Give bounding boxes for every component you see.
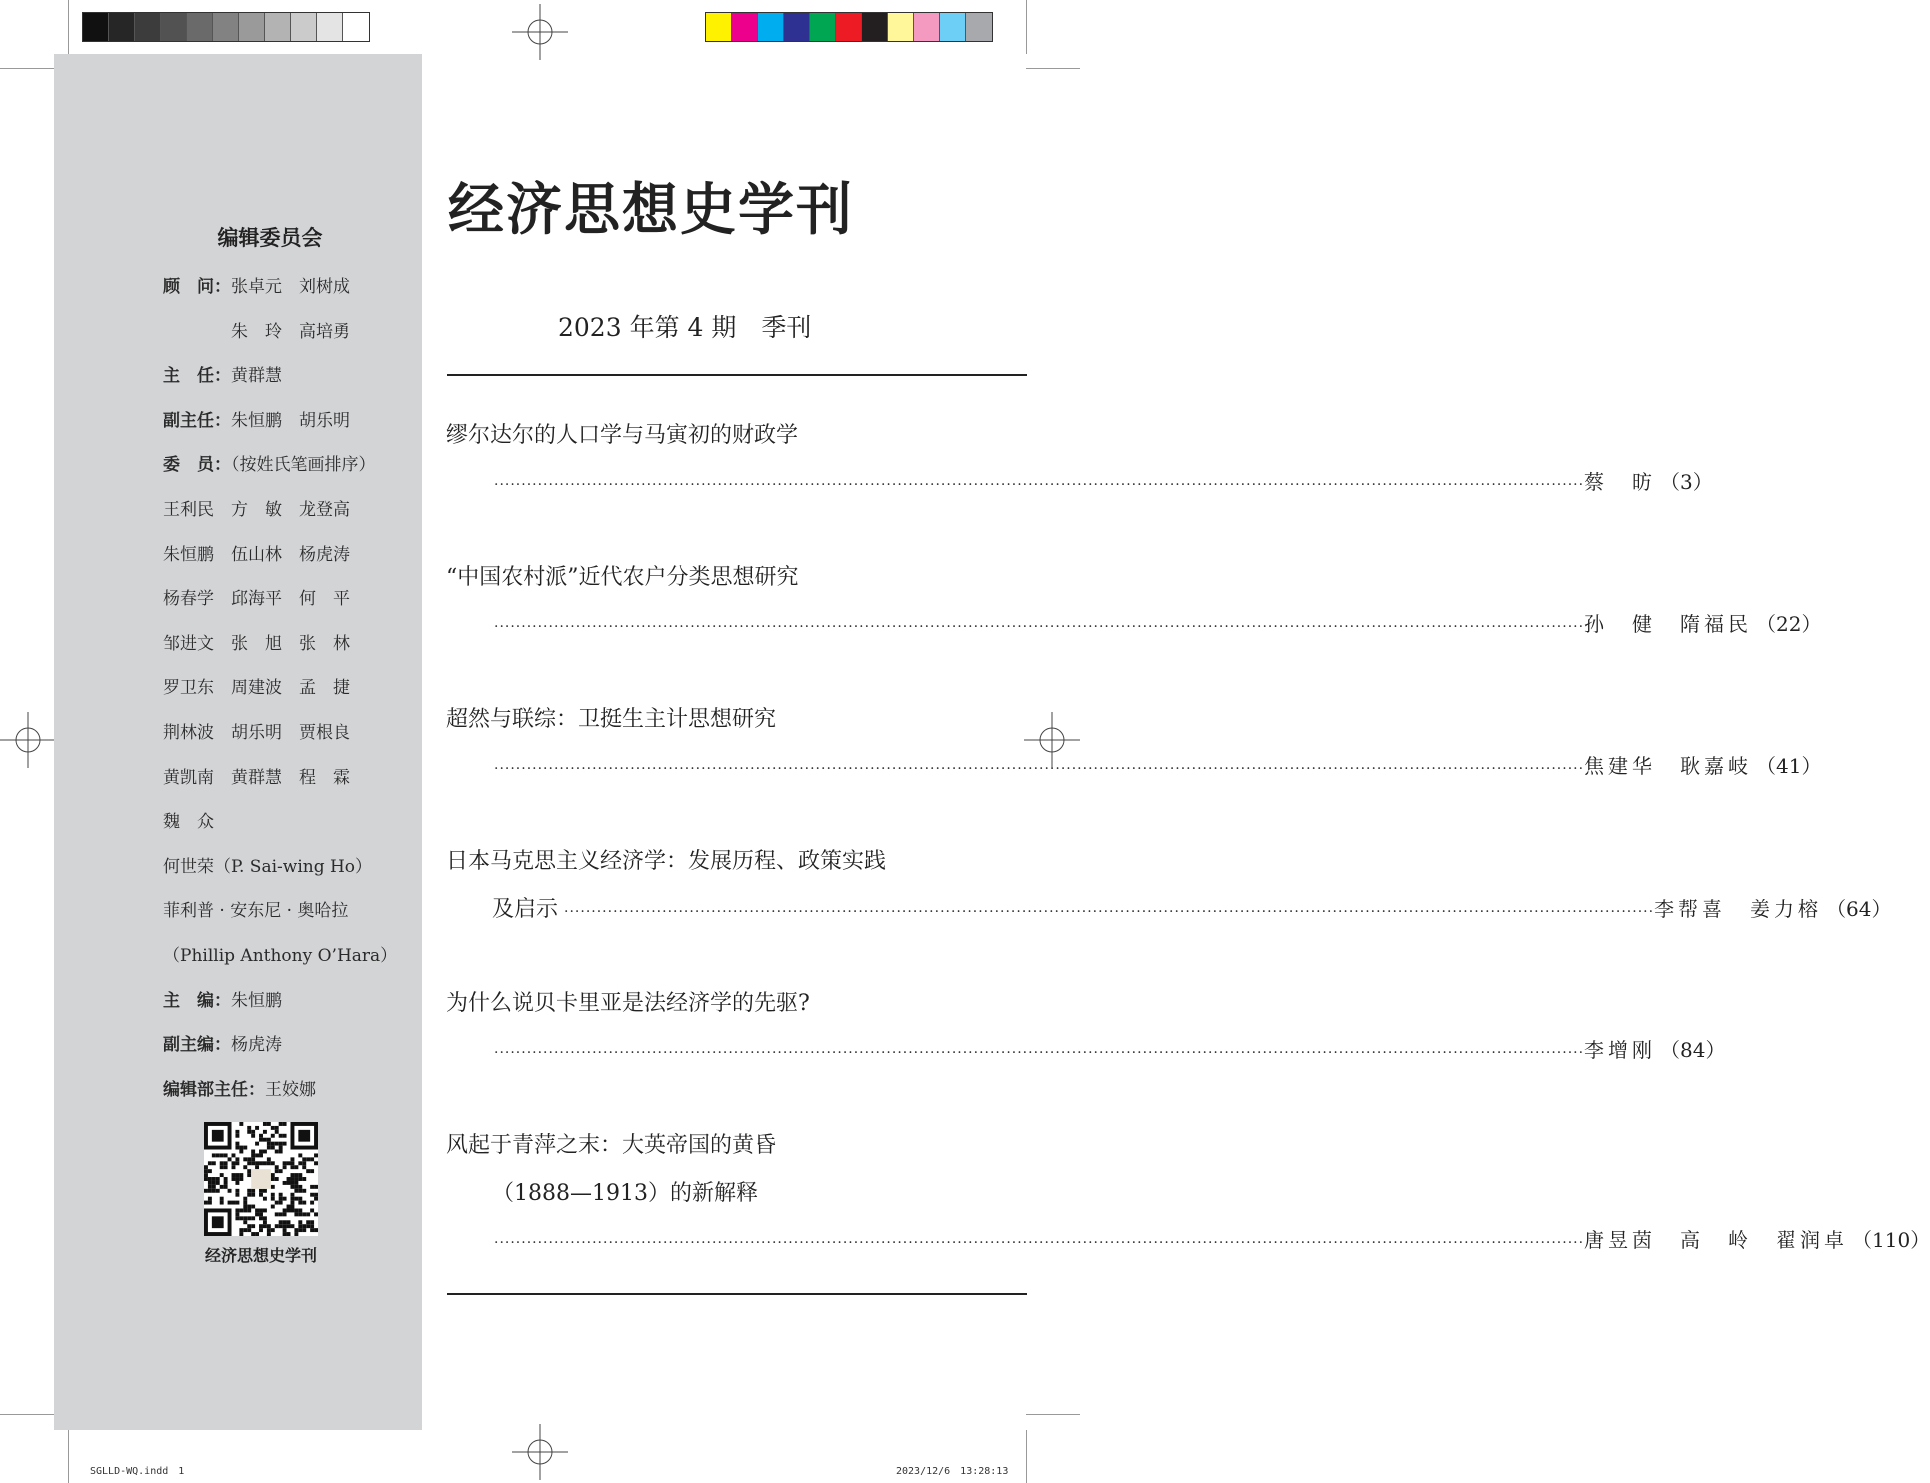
article-page-number: （22） [1756, 612, 1822, 636]
color-swatch [784, 13, 810, 41]
color-swatch [758, 13, 784, 41]
leader-dots: ········································································································································································································ [494, 619, 1585, 635]
article-authors: 焦建华 耿嘉岐 [1584, 754, 1753, 778]
board-line [163, 495, 350, 520]
leader-dots: ········································································································································································································ [494, 1045, 1585, 1061]
color-swatch [836, 13, 862, 41]
article-title: 超然与联综：卫挺生主计思想研究 [446, 707, 777, 732]
qr-caption: 经济思想史学刊 [204, 1246, 317, 1265]
gray-calibration-bar [82, 12, 370, 42]
board-member-names: （按姓氏笔画排序） [231, 455, 376, 476]
top-rule [447, 374, 1027, 376]
board-member-names: 黄凯南 黄群慧 程 霖 [163, 767, 350, 788]
board-role-label: 顾 问： [163, 277, 231, 297]
editorial-board-title: 编辑委员会 [217, 226, 323, 250]
leader-dots: ········································································································································································································ [494, 761, 1585, 777]
article-byline [494, 1034, 1726, 1063]
color-swatch [888, 13, 914, 41]
board-member-names: 杨虎涛 [231, 1035, 282, 1056]
board-member-names: 黄群慧 [231, 366, 282, 387]
gray-swatch [265, 13, 291, 41]
board-member-names: 罗卫东 周建波 孟 捷 [163, 678, 350, 699]
board-line [163, 540, 350, 565]
board-member-names: 菲利普 · 安东尼 · 奥哈拉 [163, 901, 349, 922]
crop-mark [1026, 0, 1027, 54]
board-line [163, 629, 350, 654]
board-line [163, 584, 350, 609]
gray-swatch [239, 13, 265, 41]
board-role-label: 副主编： [163, 1035, 231, 1056]
color-swatch [914, 13, 940, 41]
board-role-label: 主 任： [163, 366, 231, 387]
board-line [163, 718, 350, 743]
article-title: 缪尔达尔的人口学与马寅初的财政学 [446, 423, 799, 448]
board-member-names: 何世荣（P. Sai-wing Ho） [163, 856, 373, 877]
board-line [163, 1075, 316, 1100]
crop-mark [1026, 68, 1080, 69]
board-member-names: 朱恒鹏 伍山林 杨虎涛 [163, 544, 350, 565]
crop-mark [68, 0, 69, 54]
color-calibration-bar [705, 12, 993, 42]
board-member-names: 魏 众 [163, 812, 214, 833]
gray-swatch [213, 13, 239, 41]
gray-swatch [187, 13, 213, 41]
footer-datetime: 2023/12/6 13:28:13 [896, 1466, 1009, 1477]
article-byline [494, 1224, 1930, 1253]
board-line [163, 361, 282, 386]
article-page-number: （84） [1660, 1038, 1726, 1062]
article-title: 风起于青萍之末：大英帝国的黄昏 [446, 1133, 777, 1158]
registration-mark-top [512, 4, 568, 60]
board-line [163, 941, 397, 966]
gray-swatch [343, 13, 369, 41]
board-member-names: 朱恒鹏 [231, 990, 282, 1011]
board-member-names: 王姣娜 [265, 1079, 316, 1100]
article-byline [492, 892, 1892, 923]
board-role-label: 编辑部主任： [163, 1079, 265, 1100]
crop-mark [68, 1430, 69, 1483]
board-line [163, 406, 350, 431]
article-page-number: （41） [1756, 754, 1822, 778]
article-byline [494, 608, 1822, 637]
footer-file-info: SGLLD-WQ.indd 1 [90, 1466, 185, 1477]
crop-mark [0, 68, 54, 69]
leader-dots: ········································································································································································································ [494, 1235, 1585, 1251]
board-line [163, 317, 350, 342]
qr-code-image [204, 1122, 318, 1236]
crop-mark [1026, 1414, 1080, 1415]
article-authors: 唐昱茵 高 岭 翟润卓 [1584, 1228, 1849, 1252]
board-member-names: 张卓元 刘树成 [231, 277, 350, 297]
registration-mark-right [1024, 712, 1080, 768]
qr-code [204, 1122, 318, 1236]
board-line [163, 852, 372, 877]
board-member-names: 荆林波 胡乐明 贾根良 [163, 723, 350, 743]
article-authors: 孙 健 隋福民 [1584, 612, 1753, 636]
board-line [163, 673, 350, 698]
crop-mark [1026, 1430, 1027, 1483]
board-member-names: 邹进文 张 旭 张 林 [163, 633, 350, 654]
board-line [163, 450, 376, 475]
leader-dots: ········································································································································································································ [494, 477, 1585, 493]
gray-swatch [291, 13, 317, 41]
gray-swatch [83, 13, 109, 41]
article-title: “中国农村派”近代农户分类思想研究 [446, 565, 799, 590]
gray-swatch [317, 13, 343, 41]
board-line [163, 896, 348, 921]
article-title: 为什么说贝卡里亚是法经济学的先驱? [446, 991, 810, 1016]
bottom-rule [447, 1293, 1027, 1295]
board-line [163, 272, 350, 297]
article-byline [494, 466, 1713, 495]
board-role-label: 委 员： [163, 455, 231, 476]
article-page-number: （64） [1826, 897, 1892, 921]
article-authors: 李增刚 [1584, 1038, 1657, 1062]
article-authors: 李帮喜 姜力榕 [1654, 897, 1823, 921]
board-role-label: 副主任： [163, 410, 231, 431]
board-line [163, 1030, 282, 1055]
board-member-names: 朱 玲 高培勇 [163, 321, 350, 342]
article-authors: 蔡 昉 [1584, 470, 1657, 494]
article-byline [494, 750, 1822, 779]
color-swatch [810, 13, 836, 41]
article-page-number: （3） [1660, 470, 1713, 494]
article-title: 日本马克思主义经济学：发展历程、政策实践 [446, 849, 887, 874]
leader-dots: ········································································································································································································ [564, 904, 1655, 920]
registration-mark-bottom [512, 1424, 568, 1480]
issue-info: 2023 年第 4 期 季刊 [558, 313, 812, 342]
board-line [163, 763, 350, 788]
color-swatch [966, 13, 992, 41]
board-role-label: 主 编： [163, 990, 231, 1011]
board-line [163, 807, 214, 832]
article-page-number: （110） [1852, 1228, 1930, 1252]
article-title-continuation: 及启示 [492, 897, 559, 922]
color-swatch [732, 13, 758, 41]
gray-swatch [135, 13, 161, 41]
gray-swatch [161, 13, 187, 41]
board-member-names: 杨春学 邱海平 何 平 [163, 589, 350, 610]
board-member-names: （Phillip Anthony O’Hara） [163, 946, 398, 966]
board-member-names: 朱恒鹏 胡乐明 [231, 410, 350, 431]
color-swatch [862, 13, 888, 41]
gray-swatch [109, 13, 135, 41]
article-title: （1888—1913）的新解释 [492, 1181, 758, 1206]
color-swatch [940, 13, 966, 41]
board-member-names: 王利民 方 敏 龙登高 [163, 500, 350, 520]
color-swatch [706, 13, 732, 41]
journal-title: 经济思想史学刊 [448, 178, 854, 243]
crop-mark [0, 1414, 54, 1415]
registration-mark-left [0, 712, 56, 768]
board-line [163, 986, 282, 1011]
